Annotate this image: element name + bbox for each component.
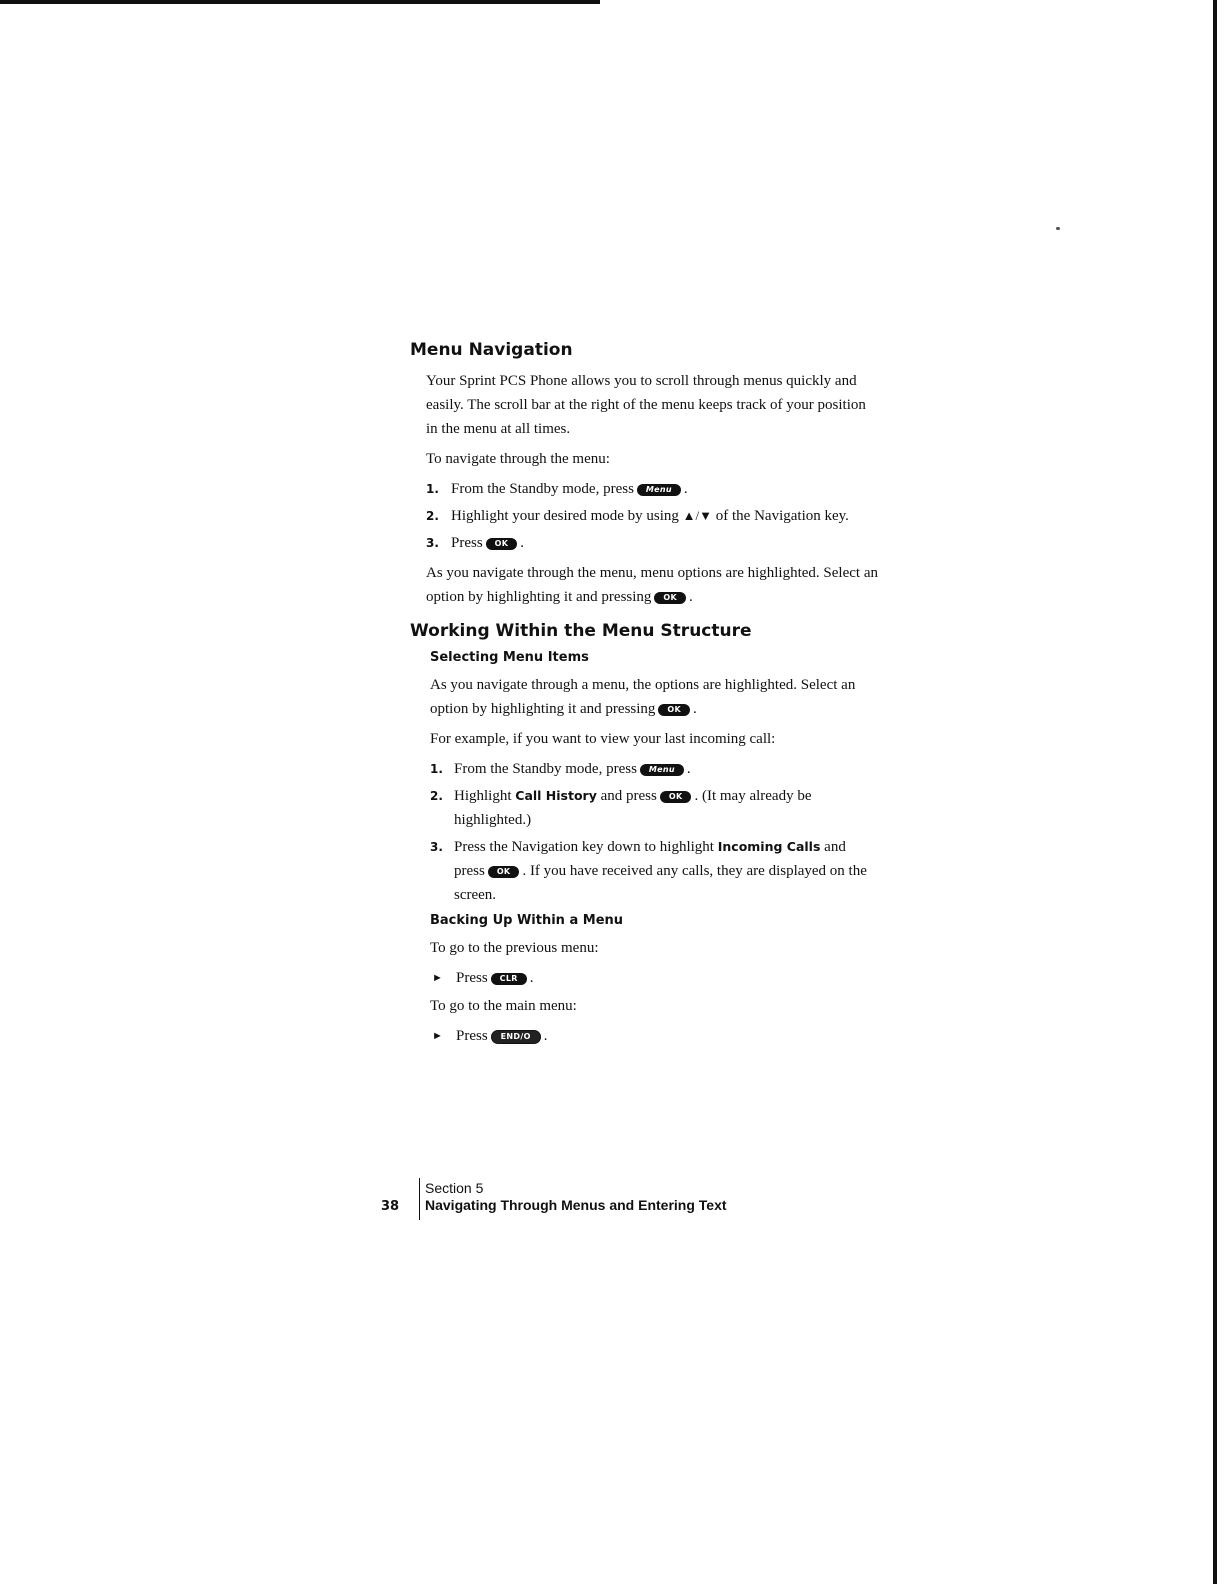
ok-key-icon: OK [486, 538, 518, 550]
ok-key-icon: OK [660, 791, 692, 803]
list-item: 1. From the Standby mode, press Menu . [410, 757, 880, 781]
page-number: 38 [381, 1199, 400, 1214]
main-menu-lead: To go to the main menu: [430, 998, 577, 1014]
step-number: 3. [426, 536, 439, 550]
list-item: 1. From the Standby mode, press Menu . [410, 477, 880, 501]
menu-key-icon: Menu [637, 484, 681, 496]
backing-up-heading: Backing Up Within a Menu [430, 913, 624, 928]
list-item: ► Press CLR . [410, 966, 880, 990]
previous-menu-lead: To go to the previous menu: [430, 940, 599, 956]
list-item: 2. Highlight your desired mode by using ▲/▼ of the Navigation key. [410, 504, 880, 528]
step-number: 1. [426, 482, 439, 496]
selecting-intro: As you navigate through a menu, the options are highlighted. Select an option by highlighting it and pressing OK . [430, 677, 856, 717]
up-down-arrow-icon: ▲/▼ [682, 508, 713, 523]
selecting-lead: For example, if you want to view your last incoming call: [430, 731, 776, 747]
list-item: ► Press END/O . [410, 1024, 880, 1048]
selecting-steps [410, 757, 880, 907]
ok-key-icon: OK [488, 866, 520, 878]
menu-navigation-heading: Menu Navigation [410, 340, 573, 360]
step-number: 3. [430, 840, 443, 854]
incoming-calls-label: Incoming Calls [717, 839, 821, 854]
step-number: 1. [430, 762, 443, 776]
menu-structure-heading: Working Within the Menu Structure [410, 621, 752, 641]
list-item: 3. Press OK . [410, 531, 880, 555]
bullet-triangle-icon: ► [432, 1030, 443, 1042]
call-history-label: Call History [515, 788, 597, 803]
ok-key-icon: OK [658, 704, 690, 716]
step-number: 2. [430, 789, 443, 803]
menu-navigation-lead: To navigate through the menu: [426, 451, 610, 467]
footer-section: Section 5 [425, 1180, 484, 1196]
page-content [410, 340, 880, 1052]
step-number: 2. [426, 509, 439, 523]
list-item: 2. Highlight Call History and press OK . (It may already be highlighted.) [410, 784, 880, 832]
menu-navigation-steps [410, 477, 880, 555]
end-key-icon: END/O [491, 1030, 541, 1044]
scan-edge-right [1213, 0, 1217, 1584]
bullet-triangle-icon: ► [432, 972, 443, 984]
menu-navigation-closing: As you navigate through the menu, menu options are highlighted. Select an option by highlighting it and pressing OK . [426, 565, 878, 605]
clr-key-icon: CLR [491, 973, 527, 985]
selecting-menu-items-heading: Selecting Menu Items [430, 650, 589, 665]
footer-section-title: Navigating Through Menus and Entering Text [425, 1197, 727, 1213]
list-item: 3. Press the Navigation key down to highlight Incoming Calls and press OK . If you have received any calls, they are displayed on the screen. [410, 835, 880, 907]
main-menu-bullets [410, 1024, 880, 1048]
ok-key-icon: OK [654, 592, 686, 604]
footer-divider [419, 1178, 420, 1220]
previous-menu-bullets [410, 966, 880, 990]
scan-edge-top [0, 0, 600, 4]
scan-speck [1056, 227, 1060, 230]
menu-key-icon: Menu [640, 764, 684, 776]
menu-navigation-intro: Your Sprint PCS Phone allows you to scroll through menus quickly and easily. The scroll bar at the right of the menu keeps track of your position in the menu at all times. [426, 373, 866, 437]
